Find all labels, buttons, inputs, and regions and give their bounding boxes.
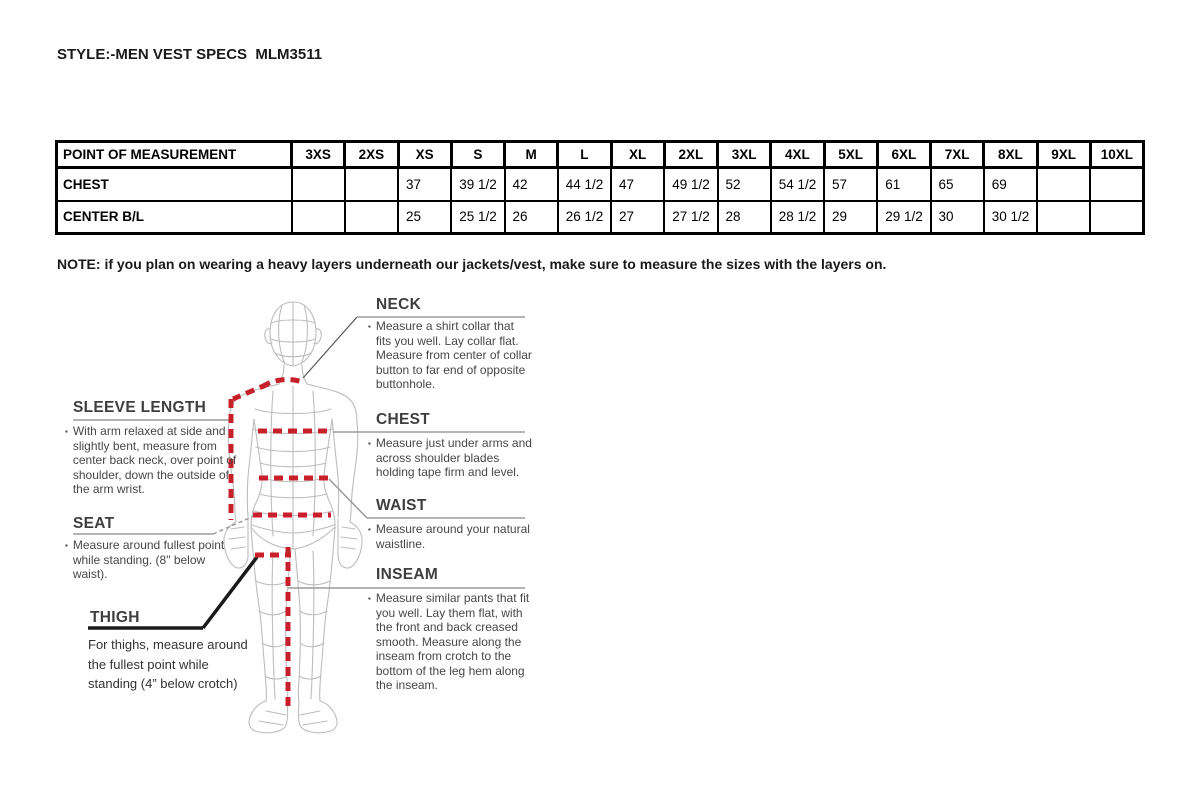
chest-description: ▪ Measure just under arms and across shoulder blades holding tape firm and level. [368, 436, 532, 479]
cell-chest-9xl [1037, 168, 1090, 201]
seat-description: ▪ Measure around fullest point while standing. (8" below waist). [65, 538, 225, 581]
cell-chest-10xl [1090, 168, 1143, 201]
column-header-3xs: 3XS [292, 142, 345, 168]
inseam-title: INSEAM [376, 566, 439, 583]
column-header-8xl: 8XL [984, 142, 1037, 168]
cell-chest-xs: 37 [398, 168, 451, 201]
sleeve-length-title: SLEEVE LENGTH [73, 399, 207, 416]
bullet-icon: ▪ [368, 525, 371, 534]
waist-description: ▪ Measure around your natural waistline. [368, 522, 530, 551]
cell-centerbl-s: 25 1/2 [451, 201, 504, 234]
bullet-icon: ▪ [368, 439, 371, 448]
cell-centerbl-10xl [1090, 201, 1143, 234]
page-title: STYLE:-MEN VEST SPECS MLM3511 [57, 46, 323, 63]
column-header-6xl: 6XL [877, 142, 930, 168]
thigh-title: THIGH [90, 609, 140, 626]
seat-title: SEAT [73, 515, 115, 532]
inseam-description: ▪ Measure similar pants that fit you well. Lay them flat, with the front and back creased smooth. Measure along the inseam from crotch to the bottom of the leg hem along the inseam. [368, 591, 530, 692]
sleeve-length-description: ▪ With arm relaxed at side and slightly bent, measure from center back neck, over point of shoulder, down the outside of the arm wrist. [65, 424, 237, 496]
neck-callout-line [303, 317, 357, 378]
thigh-description: For thighs, measure around the fullest point while standing (4” below crotch) [88, 637, 248, 691]
column-header-5xl: 5XL [824, 142, 877, 168]
column-header-7xl: 7XL [931, 142, 984, 168]
cell-chest-6xl: 61 [877, 168, 930, 201]
cell-centerbl-3xs [292, 201, 345, 234]
cell-chest-xl: 47 [611, 168, 664, 201]
waist-callout-line [329, 479, 367, 518]
column-header-2xl: 2XL [664, 142, 717, 168]
cell-centerbl-xl: 27 [611, 201, 664, 234]
bullet-icon: ▪ [368, 322, 371, 331]
waist-title: WAIST [376, 497, 427, 514]
cell-centerbl-4xl: 28 1/2 [771, 201, 824, 234]
column-header-9xl: 9XL [1037, 142, 1090, 168]
shoulder-measure-dash [233, 384, 268, 399]
cell-centerbl-3xl: 28 [718, 201, 771, 234]
table-row-chest [57, 168, 1144, 201]
column-header-xl: XL [611, 142, 664, 168]
bullet-icon: ▪ [65, 427, 68, 436]
cell-centerbl-5xl: 29 [824, 201, 877, 234]
size-spec-table [55, 140, 1145, 235]
row-label-center-bl: CENTER B/L [57, 201, 292, 234]
cell-chest-2xl: 49 1/2 [664, 168, 717, 201]
chest-title: CHEST [376, 411, 431, 428]
column-header-4xl: 4XL [771, 142, 824, 168]
column-header-m: M [505, 142, 558, 168]
cell-centerbl-2xs [345, 201, 398, 234]
cell-chest-4xl: 54 1/2 [771, 168, 824, 201]
column-header-3xl: 3XL [718, 142, 771, 168]
column-header-l: L [558, 142, 611, 168]
cell-centerbl-8xl: 30 1/2 [984, 201, 1037, 234]
neck-title: NECK [376, 296, 422, 313]
column-header-s: S [451, 142, 504, 168]
cell-chest-7xl: 65 [931, 168, 984, 201]
cell-centerbl-6xl: 29 1/2 [877, 201, 930, 234]
neck-description: ▪ Measure a shirt collar that fits you well. Lay collar flat. Measure from center of collar button to far end of opposite buttonhole. [368, 319, 532, 391]
column-header-point-of-measurement: POINT OF MEASUREMENT [57, 142, 292, 168]
cell-centerbl-9xl [1037, 201, 1090, 234]
cell-chest-3xl: 52 [718, 168, 771, 201]
cell-chest-m: 42 [505, 168, 558, 201]
column-header-2xs: 2XS [345, 142, 398, 168]
table-row-center-bl [57, 201, 1144, 234]
row-label-chest: CHEST [57, 168, 292, 201]
bullet-icon: ▪ [368, 594, 371, 603]
cell-centerbl-m: 26 [505, 201, 558, 234]
cell-chest-3xs [292, 168, 345, 201]
column-header-10xl: 10XL [1090, 142, 1143, 168]
cell-chest-s: 39 1/2 [451, 168, 504, 201]
note-text: NOTE: if you plan on wearing a heavy layers underneath our jackets/vest, make sure to measure the sizes with the layers on. [57, 256, 887, 272]
cell-centerbl-7xl: 30 [931, 201, 984, 234]
cell-centerbl-2xl: 27 1/2 [664, 201, 717, 234]
table-header-row [57, 142, 1144, 168]
cell-chest-5xl: 57 [824, 168, 877, 201]
cell-chest-8xl: 69 [984, 168, 1037, 201]
bullet-icon: ▪ [65, 541, 68, 550]
cell-chest-l: 44 1/2 [558, 168, 611, 201]
measurement-guide-diagram [63, 291, 540, 735]
column-header-xs: XS [398, 142, 451, 168]
cell-centerbl-xs: 25 [398, 201, 451, 234]
cell-centerbl-l: 26 1/2 [558, 201, 611, 234]
cell-chest-2xs [345, 168, 398, 201]
